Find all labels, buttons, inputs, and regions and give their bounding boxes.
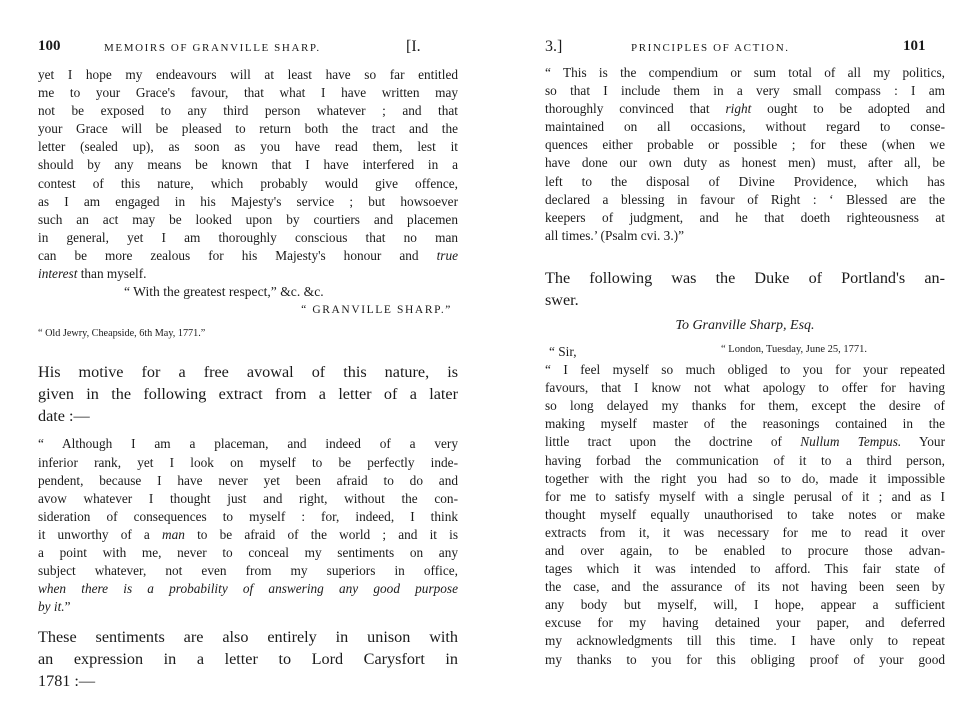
text-line: yet I hope my endeavours will at least have so far entitled xyxy=(38,67,458,82)
text-span: Your xyxy=(901,434,946,450)
text-line: given in the following extract from a letter of a later xyxy=(38,385,458,404)
text-line xyxy=(38,598,458,616)
text-line: avow whatever I thought just and right, without the con- xyxy=(38,490,458,506)
narrative-paragraph xyxy=(38,626,458,692)
text-line: together with the right you had so to do, made it impossible xyxy=(545,470,945,486)
text-line: swer. xyxy=(545,290,579,309)
text-line xyxy=(38,526,458,544)
text-line: in general, yet I am thoroughly conscious that no man xyxy=(38,229,458,245)
text-line: excuse for my having detained your paper, and deferred xyxy=(545,615,945,631)
narrative-paragraph xyxy=(38,361,458,427)
text-line: have done our own duty as honest men) must, after all, be xyxy=(545,155,945,171)
letter-paragraph xyxy=(38,66,458,343)
left-page-header xyxy=(38,40,458,62)
text-line: an expression in a letter to Lord Carysfort in xyxy=(38,650,458,669)
addressee: To Granville Sharp, Esq. xyxy=(675,317,815,333)
text-line: quences either probable or possible ; for these (when we xyxy=(545,137,945,153)
running-head: MEMOIRS OF GRANVILLE SHARP. xyxy=(104,42,321,54)
text-line: your Grace will be pleased to return both the tract and the xyxy=(38,121,458,137)
text-span: it unworthy of a xyxy=(38,526,163,542)
text-line xyxy=(38,265,458,283)
narrative-paragraph xyxy=(545,267,945,311)
text-line: thought myself equally unauthorised to take notes or make xyxy=(545,506,945,522)
text-line: “ I feel myself so much obliged to you for your repeated xyxy=(545,362,945,378)
text-line: when there is a probability of answering any good purpose xyxy=(38,581,458,597)
text-span: thoroughly convinced that xyxy=(545,101,726,117)
section-mark: [I. xyxy=(406,38,421,55)
text-span: ” xyxy=(64,599,71,615)
text-span: ought to be adopted and xyxy=(751,101,945,117)
text-line: favours, that I know not what apology to offer for having xyxy=(545,380,945,396)
text-line: keepers of judgment, and he that doeth righteousness at xyxy=(545,209,945,225)
italic-word: Nullum Tempus. xyxy=(800,434,902,450)
text-line: me to your Grace's favour, that what I have written may xyxy=(38,85,458,101)
letter-paragraph xyxy=(545,361,945,669)
text-line: left to the disposal of Divine Providence, which has xyxy=(545,173,945,189)
left-page xyxy=(38,0,458,692)
text-span: little tract upon the doctrine of xyxy=(545,434,801,450)
text-line: my acknowledgments till this time. I have only to repeat xyxy=(545,633,945,649)
text-line: all times.’ (Psalm cvi. 3.)” xyxy=(545,227,684,243)
text-line: for me to satisfy myself with a single perusal of it ; and as I xyxy=(545,488,945,504)
text-line: so long delayed my thanks for them, except the desire of xyxy=(545,398,945,414)
salutation: “ Sir, xyxy=(549,344,577,360)
text-line: should by any means be known that I have interfered in a xyxy=(38,157,458,173)
text-line: “ Although I am a placeman, and indeed of a very xyxy=(38,436,458,452)
text-line: subject whatever, not even from my superiors in office, xyxy=(38,563,458,579)
text-line: His motive for a free avowal of this nature, is xyxy=(38,363,458,382)
text-line: pendent, because I have never yet been afraid to do and xyxy=(38,472,458,488)
text-line: so that I include them in a very small compass : I am xyxy=(545,83,945,99)
italic-word: true xyxy=(436,247,458,263)
text-line: letter (sealed up), as soon as you have read them, lest it xyxy=(38,139,458,155)
signature: “ GRANVILLE SHARP.” xyxy=(301,304,452,317)
running-head: PRINCIPLES OF ACTION. xyxy=(631,42,790,54)
text-line: The following was the Duke of Portland's an- xyxy=(545,268,945,287)
dateline: “ Old Jewry, Cheapside, 6th May, 1771.” xyxy=(38,328,206,340)
dateline: “ London, Tuesday, June 25, 1771. xyxy=(721,344,868,356)
text-line: These sentiments are also entirely in unison with xyxy=(38,628,458,647)
quote-paragraph xyxy=(545,64,945,245)
text-line xyxy=(545,100,945,118)
text-line: 1781 :— xyxy=(38,672,96,691)
extract-paragraph xyxy=(38,435,458,616)
italic-word: man xyxy=(162,526,185,542)
text-line: extracts from it, it was necessary for me to read it over xyxy=(545,524,945,540)
text-line: my thanks to you for this obliging proof of your good xyxy=(545,651,945,667)
text-line: contest of this nature, which probably would give offence, xyxy=(38,175,458,191)
right-page-header xyxy=(545,40,945,62)
text-line: the case, and the assurance of its not having been seen by xyxy=(545,579,945,595)
text-line: any body but myself, will, I hope, appear a sufficient xyxy=(545,597,945,613)
text-line: having forbad the communication of it to a third person, xyxy=(545,452,945,468)
text-line: a point with me, never to conceal my sentiments on any xyxy=(38,544,458,560)
text-line: inferior rank, yet I look on myself to be perfectly inde- xyxy=(38,454,458,470)
page-number: 100 xyxy=(38,38,61,54)
text-line: such an act may be looked upon by courtiers and placemen xyxy=(38,211,458,227)
text-line xyxy=(38,247,458,265)
italic-word: by it. xyxy=(38,599,65,615)
text-line xyxy=(545,433,945,451)
text-line: “ This is the compendium or sum total of all my politics, xyxy=(545,65,945,80)
text-line: as I am engaged in his Majesty's service ; but howsoever xyxy=(38,193,458,209)
italic-word: right xyxy=(725,101,752,117)
text-line: date :— xyxy=(38,407,90,426)
text-line: declared a blessing in favour of Right : ‘ Blessed are the xyxy=(545,191,945,207)
italic-word: interest xyxy=(38,266,78,282)
text-span: to be afraid of the world ; and it is xyxy=(184,526,458,542)
letter-closing: “ With the greatest respect,” &c. &c. xyxy=(124,284,324,300)
text-line: sideration of consequences to myself : for, indeed, I think xyxy=(38,508,458,524)
text-line: making myself master of the reasonings contained in the xyxy=(545,416,945,432)
page-number: 101 xyxy=(903,38,926,54)
letter-heading xyxy=(545,343,945,361)
section-mark: 3.] xyxy=(545,38,563,55)
text-line: maintained on all occasions, without regard to conse- xyxy=(545,119,945,135)
text-span: can be more zealous for his Majesty's honour and xyxy=(38,247,437,263)
text-span: than myself. xyxy=(77,266,147,282)
text-line: tages which it was intended to afford. This fair state of xyxy=(545,561,945,577)
text-line: not be exposed to any third person whatever ; and that xyxy=(38,103,458,119)
text-line: and over again, to be enabled to procure those advan- xyxy=(545,542,945,558)
right-page xyxy=(545,0,945,669)
